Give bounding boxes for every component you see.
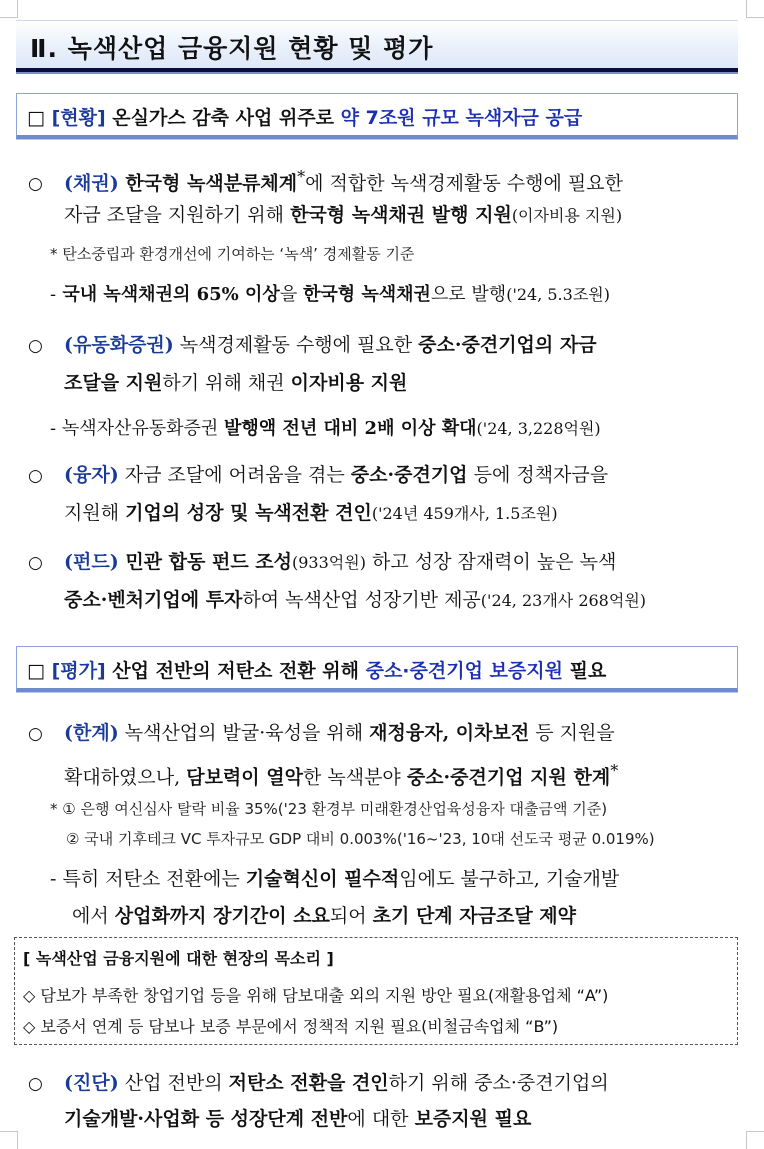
section-text: 온실가스 감축 사업 위주로 <box>105 107 341 129</box>
text-bold: 한국형 녹색채권 발행 지원 <box>290 204 512 226</box>
footnote-limit-1: * ① 은행 여신심사 탈락 비율 35%('23 환경부 미래환경산업육성융자 대출금액 기준) <box>50 800 608 818</box>
text-bold: 초기 단계 자금조달 제약 <box>372 905 577 927</box>
text: 산업 전반의 <box>118 1072 229 1094</box>
text-bold: 중소·중견기업의 자금 <box>418 334 597 356</box>
text: 지원해 <box>64 502 126 524</box>
field-voice-title: [ 녹색산업 금융지원에 대한 현장의 목소리 ] <box>23 949 334 968</box>
text-bold: 중소·중견기업 <box>350 464 468 486</box>
item-tag: (융자) <box>64 464 119 486</box>
dash: - <box>50 868 57 890</box>
footnote-limit-2: ② 국내 기후테크 VC 투자규모 GDP 대비 0.003%('16~'23, 10대 선도국 평균 0.019%) <box>66 830 655 848</box>
text-bold: 이자비용 지원 <box>290 372 408 394</box>
item-limit-sub-line2 <box>72 901 576 928</box>
item-fund-line1 <box>28 543 616 582</box>
text: 하여 녹색산업 성장기반 제공 <box>242 589 481 611</box>
text-bold: 민관 합동 펀드 조성 <box>118 551 292 573</box>
bullet-circle: ○ <box>28 1074 43 1094</box>
text-bold: 기업의 성장 및 녹색전환 견인 <box>125 502 372 524</box>
item-limit-sub-line1 <box>50 864 619 891</box>
text: 확대하였으나, <box>64 766 187 789</box>
section-text: 필요 <box>562 660 607 682</box>
crop-mark-top-right <box>746 0 764 18</box>
item-limit-line1 <box>28 714 615 753</box>
field-voice-line: ◇ 보증서 연계 등 담보나 보증 부문에서 정책적 지원 필요(비철금속업체 “B”) <box>23 1017 559 1036</box>
text-bold: 중소·중견기업 지원 한계 <box>406 766 611 789</box>
footnote-bond: * 탄소중립과 환경개선에 기여하는 ‘녹색’ 경제활동 기준 <box>50 245 415 263</box>
text-bold: 국내 녹색채권의 65% 이상 <box>56 284 280 305</box>
item-bond-sub <box>50 280 610 306</box>
item-fund-line2 <box>64 581 646 620</box>
text-small: ('24, 23개사 268억원) <box>480 591 647 610</box>
text: 자금 조달을 지원하기 위해 <box>64 204 291 226</box>
item-diagnosis-line2 <box>64 1100 531 1138</box>
text-small: (이자비용 지원) <box>511 206 623 225</box>
dash: - <box>50 418 57 439</box>
item-tag: (펀드) <box>64 551 119 573</box>
item-abs-sub <box>50 414 601 440</box>
text-bold: 담보력이 열악 <box>186 766 303 789</box>
text: 하고 성장 잠재력이 높은 녹색 <box>365 551 617 573</box>
item-abs-line2 <box>64 364 407 402</box>
chapter-title: Ⅱ. 녹색산업 금융지원 현황 및 평가 <box>30 34 434 63</box>
footnote-mark: * <box>610 761 619 780</box>
text: 에 대한 <box>347 1108 415 1130</box>
bullet-circle: ○ <box>28 724 43 744</box>
text-small: (933억원) <box>292 553 366 572</box>
item-loan-line1 <box>28 456 608 495</box>
text: 임에도 불구하고, 기술개발 <box>399 868 620 890</box>
text-bold: 상업화까지 장기간이 소요 <box>114 905 330 927</box>
field-voice-box <box>14 937 738 1045</box>
text-small: ('24, 5.3조원) <box>506 285 610 304</box>
section-tag: [현황] <box>51 107 106 129</box>
text: 에서 <box>72 905 115 927</box>
crop-mark-bottom-left <box>0 1131 18 1149</box>
bullet-circle: ○ <box>28 336 43 356</box>
section-highlight: 약 7조원 규모 녹색자금 공급 <box>340 107 583 129</box>
text: 에 적합한 녹색경제활동 수행에 필요한 <box>305 172 623 195</box>
item-diagnosis-line1 <box>28 1064 609 1103</box>
text-bold: 발행액 전년 대비 2배 이상 확대 <box>224 418 477 439</box>
text: 하기 위해 중소·중견기업의 <box>388 1072 609 1094</box>
section-heading-status <box>16 93 738 139</box>
item-tag: (한계) <box>64 722 119 744</box>
section-tag: [평가] <box>51 660 106 682</box>
text-small: ('24, 3,228억원) <box>476 419 601 438</box>
checkbox-glyph: □ <box>27 107 45 129</box>
text-bold: 조달을 지원 <box>64 372 163 394</box>
item-tag: (진단) <box>64 1072 119 1094</box>
item-bond-line2 <box>64 196 622 235</box>
text: 등 지원을 <box>529 722 615 744</box>
text: 자금 조달에 어려움을 겪는 <box>118 464 351 486</box>
text: 으로 발행 <box>430 284 507 305</box>
text-bold: 기술혁신이 필수적 <box>245 868 400 890</box>
bullet-circle: ○ <box>28 174 43 195</box>
bullet-circle: ○ <box>28 553 43 573</box>
text-bold: 한국형 녹색분류체계 <box>118 172 298 195</box>
crop-mark-top-left <box>0 0 18 18</box>
text-bold: 저탄소 전환을 견인 <box>228 1072 389 1094</box>
footnote-mark: * <box>297 167 306 186</box>
section-highlight: 중소·중견기업 보증지원 <box>365 660 563 682</box>
item-abs-line1 <box>28 326 597 365</box>
dash: - <box>50 284 57 305</box>
item-limit-line2 <box>64 752 618 796</box>
bullet-circle: ○ <box>28 466 43 486</box>
text: 녹색자산유동화증권 <box>56 418 225 439</box>
item-tag: (유동화증권) <box>64 334 174 356</box>
text-small: ('24년 459개사, 1.5조원) <box>371 504 558 523</box>
crop-mark-bottom-right <box>746 1131 764 1149</box>
text: 하기 위해 채권 <box>162 372 291 394</box>
text-bold: 보증지원 필요 <box>414 1108 532 1130</box>
text: 을 <box>279 284 303 305</box>
field-voice-line: ◇ 담보가 부족한 창업기업 등을 위해 담보대출 외의 지원 방안 필요(재활용업체 “A”) <box>23 986 609 1005</box>
text: 되어 <box>329 905 373 927</box>
text-bold: 한국형 녹색채권 <box>302 284 431 305</box>
chapter-title-bar <box>16 20 738 72</box>
text: 등에 정책자금을 <box>467 464 609 486</box>
text: 녹색산업의 발굴·육성을 위해 <box>118 722 370 744</box>
item-tag: (채권) <box>64 172 119 195</box>
text-bold: 기술개발·사업화 등 성장단계 전반 <box>64 1108 348 1130</box>
item-loan-line2 <box>64 494 558 533</box>
text: 녹색경제활동 수행에 필요한 <box>173 334 419 356</box>
text: 특히 저탄소 전환에는 <box>56 868 246 890</box>
section-heading-evaluation <box>16 646 738 692</box>
checkbox-glyph: □ <box>27 660 45 682</box>
text: 한 녹색분야 <box>302 766 407 789</box>
text-bold: 재정융자, 이차보전 <box>369 722 530 744</box>
text-bold: 중소·벤처기업에 투자 <box>64 589 243 611</box>
section-text: 산업 전반의 저탄소 전환 위해 <box>105 660 366 682</box>
